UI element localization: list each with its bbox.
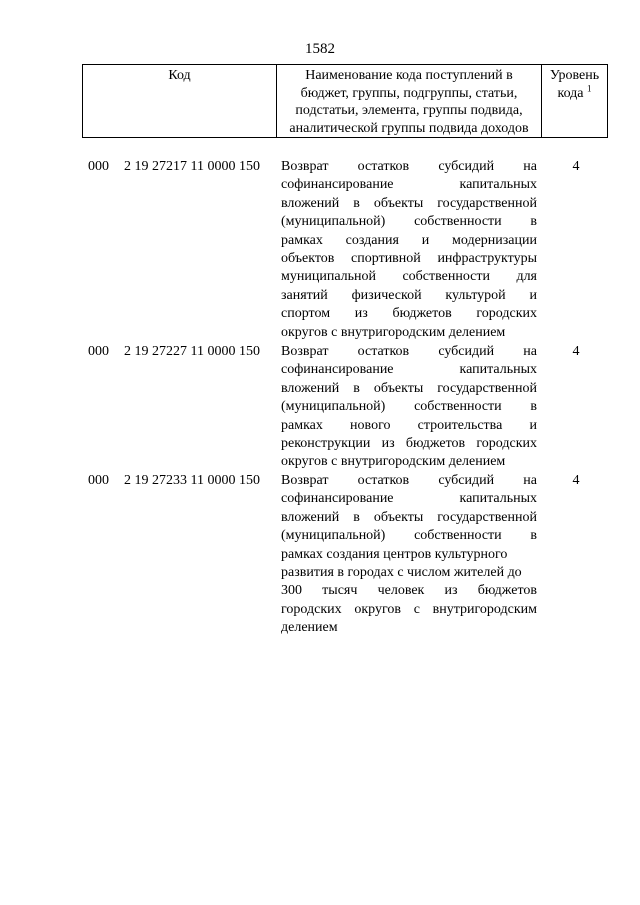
footnote-marker: 1	[587, 82, 592, 93]
code-level: 4	[572, 344, 580, 359]
name-line: рамках создания центров культурного	[281, 546, 508, 562]
name-line: вложений в объекты государственной	[281, 195, 537, 211]
header-name: Наименование кода поступлений в бюджет, группы, подгруппы, статьи, подстатьи, элемента, группы подвида, аналитической группы подвида доходов	[277, 65, 542, 137]
name-line: муниципальной собственности для	[281, 269, 537, 285]
table-header	[82, 64, 608, 138]
name-line: спортом из бюджетов городских	[281, 306, 537, 322]
header-level-label: Уровень	[549, 68, 600, 83]
name-line: развития в городах с числом жителей до	[281, 565, 522, 581]
budget-code: 2 19 27227 11 0000 150	[124, 344, 260, 359]
admin-code: 000	[88, 344, 109, 359]
name-line: софинансирование капитальных	[281, 491, 537, 507]
code-name	[281, 472, 537, 638]
name-line: делением	[281, 620, 338, 636]
code-name	[281, 343, 537, 472]
name-line: округов с внутригородским делением	[281, 454, 506, 470]
header-code: Код	[83, 65, 277, 137]
name-line: (муниципальной) собственности в	[281, 214, 537, 230]
name-line: (муниципальной) собственности в	[281, 528, 537, 544]
name-line: вложений в объекты государственной	[281, 380, 537, 396]
name-line: городских округов с внутригородским	[281, 601, 537, 617]
name-line: объектов спортивной инфраструктуры	[281, 251, 537, 267]
budget-code: 2 19 27233 11 0000 150	[124, 473, 260, 488]
admin-code: 000	[88, 473, 109, 488]
budget-code: 2 19 27217 11 0000 150	[124, 159, 260, 174]
name-line: занятий физической культурой и	[281, 287, 537, 303]
name-line: рамках нового строительства и	[281, 417, 537, 433]
name-line: Возврат остатков субсидий на	[281, 344, 537, 359]
name-line: реконструкции из бюджетов городских	[281, 436, 537, 452]
name-line: Возврат остатков субсидий на	[281, 473, 537, 488]
name-line: вложений в объекты государственной	[281, 509, 537, 525]
name-line: округов с внутригородским делением	[281, 324, 506, 340]
name-line: 300 тысяч человек из бюджетов	[281, 583, 537, 599]
code-name	[281, 158, 537, 342]
admin-code: 000	[88, 159, 109, 174]
header-level-label-2: кода	[557, 85, 584, 101]
name-line: Возврат остатков субсидий на	[281, 159, 537, 174]
code-level: 4	[572, 473, 580, 488]
name-line: софинансирование капитальных	[281, 362, 537, 378]
page-number: 1582	[305, 41, 335, 57]
name-line: софинансирование капитальных	[281, 177, 537, 193]
name-line: (муниципальной) собственности в	[281, 399, 537, 415]
name-line: рамках создания и модернизации	[281, 232, 537, 248]
header-level	[542, 65, 607, 137]
code-level: 4	[572, 159, 580, 174]
